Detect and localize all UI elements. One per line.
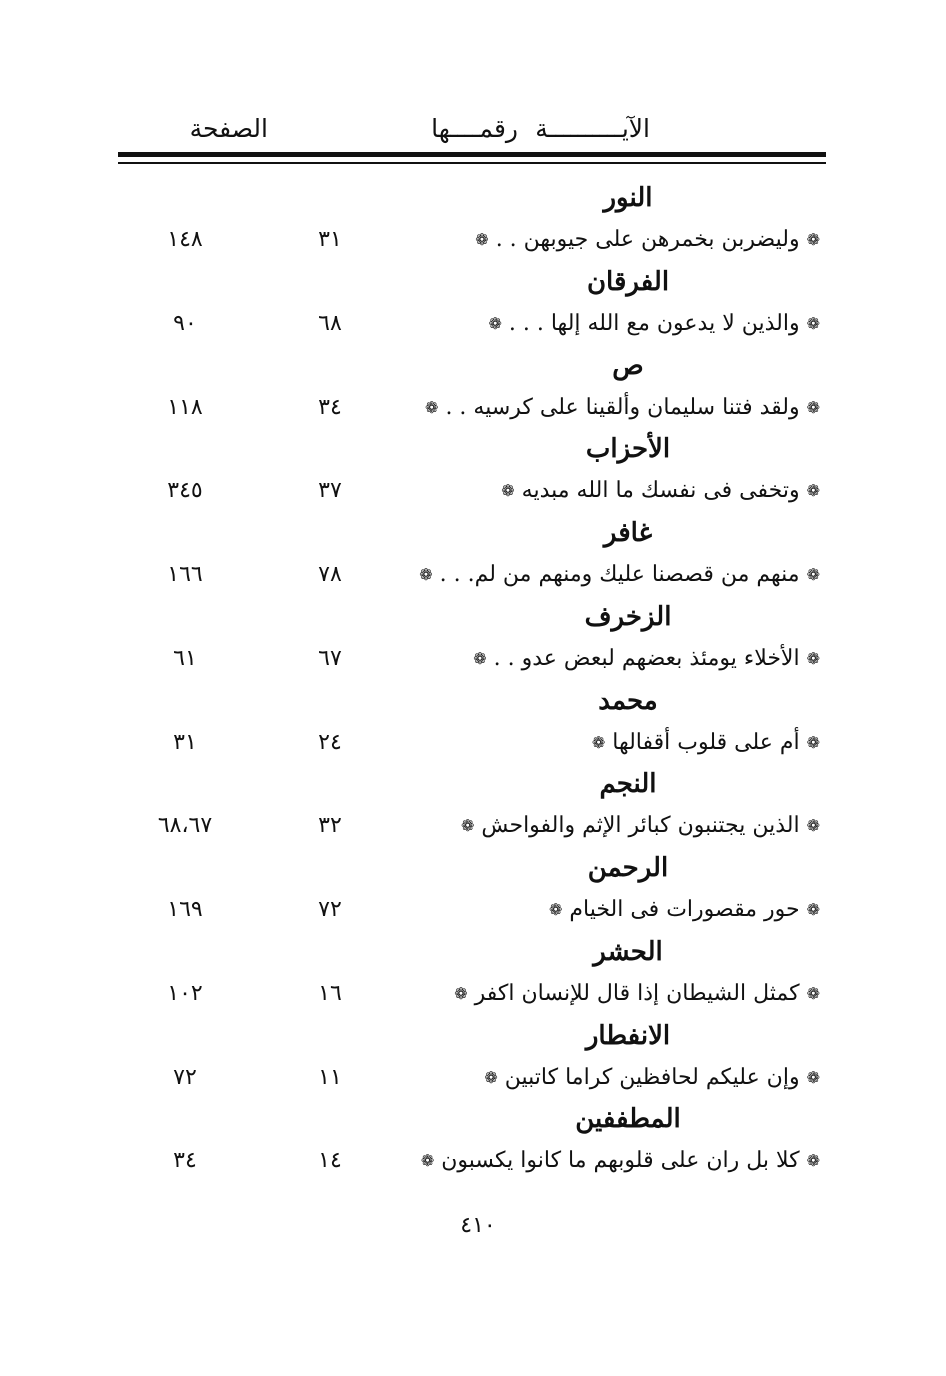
aya-number: ١٤ <box>318 1148 342 1174</box>
surah-title: الأحزاب <box>585 434 671 465</box>
surah-section <box>0 180 946 264</box>
header-page: الصفحة <box>189 114 268 143</box>
aya-number: ٣٧ <box>318 478 342 504</box>
aya-quote: منهم من قصصنا عليك ومنهم من لم. . . <box>439 562 800 587</box>
aya-quote: الذين يجتنبون كبائر الإثم والفواحش <box>481 813 800 839</box>
ornate-bracket-open-icon: ❁ <box>806 565 820 584</box>
ornate-bracket-close-icon: ❁ <box>488 313 502 333</box>
aya-row <box>0 890 946 930</box>
aya-quote: كلا بل ران على قلوبهم ما كانوا يكسبون <box>441 1148 800 1174</box>
aya-page: ٧٢ <box>173 1064 197 1090</box>
aya-text <box>488 304 820 344</box>
aya-text <box>419 555 820 595</box>
ornate-bracket-close-icon: ❁ <box>591 732 606 752</box>
ornate-bracket-open-icon: ❁ <box>806 1067 820 1087</box>
aya-quote: كمثل الشيطان إذا قال للإنسان اكفر <box>474 980 800 1006</box>
surah-title: الفرقان <box>586 266 670 297</box>
aya-text <box>475 220 820 260</box>
aya-row <box>0 723 946 763</box>
ornate-bracket-open-icon: ❁ <box>806 648 820 668</box>
aya-number: ٢٤ <box>318 729 342 755</box>
ornate-bracket-close-icon: ❁ <box>548 900 563 919</box>
aya-page: ١٦٩ <box>167 897 203 922</box>
surah-section <box>0 766 946 850</box>
ornate-bracket-open-icon: ❁ <box>806 230 820 249</box>
page-number: ٤١٠ <box>460 1213 496 1238</box>
header-aya: الآيــــــــــة <box>535 114 650 143</box>
header-rule-thick <box>118 152 826 157</box>
aya-page: ٣١ <box>173 729 197 755</box>
ornate-bracket-open-icon: ❁ <box>806 397 820 417</box>
aya-quote: الأخلاء يومئذ بعضهم لبعض عدو . . <box>493 645 800 671</box>
table-header <box>118 112 828 146</box>
aya-row <box>0 1058 946 1098</box>
aya-row <box>0 639 946 679</box>
surah-section <box>0 934 946 1018</box>
aya-row <box>0 555 946 595</box>
surah-title: الحشر <box>593 936 663 967</box>
ornate-bracket-open-icon: ❁ <box>806 1151 820 1171</box>
surah-title: الرحمن <box>587 853 669 883</box>
surah-title: الانفطار <box>585 1020 671 1051</box>
surah-section <box>0 850 946 934</box>
header-rule-thin <box>118 162 826 164</box>
aya-quote: ولقد فتنا سليمان وألقينا على كرسيه . . <box>445 394 800 420</box>
aya-quote: أم على قلوب أقفالها <box>612 729 800 755</box>
ornate-bracket-close-icon: ❁ <box>484 1067 498 1087</box>
surah-title: المطففين <box>575 1104 681 1135</box>
aya-page: ١٦٦ <box>167 562 203 587</box>
aya-text <box>425 388 820 428</box>
aya-number: ٧٨ <box>318 562 342 587</box>
aya-number: ٦٨ <box>318 310 342 336</box>
aya-page: ٦١ <box>173 645 197 671</box>
aya-text <box>549 890 820 930</box>
ornate-bracket-open-icon: ❁ <box>806 816 820 836</box>
aya-text <box>421 1141 820 1181</box>
aya-row <box>0 806 946 846</box>
ornate-bracket-open-icon: ❁ <box>806 983 820 1003</box>
ornate-bracket-close-icon: ❁ <box>419 565 433 584</box>
aya-page: ٣٤٥ <box>167 478 203 504</box>
ornate-bracket-open-icon: ❁ <box>806 732 820 752</box>
surah-section <box>0 515 946 599</box>
ornate-bracket-close-icon: ❁ <box>425 397 439 417</box>
aya-quote: وتخفى فى نفسك ما الله مبديه <box>521 478 800 504</box>
aya-row <box>0 220 946 260</box>
aya-row <box>0 471 946 511</box>
ornate-bracket-close-icon: ❁ <box>501 481 515 501</box>
aya-row <box>0 1141 946 1181</box>
aya-text <box>592 723 820 763</box>
surah-section <box>0 1101 946 1185</box>
ornate-bracket-open-icon: ❁ <box>806 313 820 333</box>
aya-row <box>0 388 946 428</box>
aya-text <box>461 806 820 846</box>
aya-number: ٣٤ <box>318 394 342 420</box>
aya-quote: وإن عليكم لحافظين كراما كاتبين <box>504 1064 800 1090</box>
aya-quote: حور مقصورات فى الخيام <box>569 897 800 922</box>
aya-quote: والذين لا يدعون مع الله إلها . . . <box>508 310 800 336</box>
ornate-bracket-close-icon: ❁ <box>454 983 468 1003</box>
aya-quote: وليضربن بخمرهن على جيوبهن . . <box>495 227 800 252</box>
aya-page: ٦٨،٦٧ <box>157 813 213 839</box>
surah-title: النور <box>603 183 653 213</box>
aya-page: ١٤٨ <box>167 227 203 252</box>
ornate-bracket-open-icon: ❁ <box>806 481 820 501</box>
ornate-bracket-close-icon: ❁ <box>475 230 489 249</box>
aya-row <box>0 304 946 344</box>
header-number: رقمــــها <box>431 114 518 143</box>
surah-section <box>0 348 946 432</box>
surah-title: الزخرف <box>584 601 672 632</box>
surah-section <box>0 1018 946 1102</box>
aya-page: ٩٠ <box>173 310 197 336</box>
aya-number: ٧٢ <box>318 897 342 922</box>
ornate-bracket-close-icon: ❁ <box>461 816 475 836</box>
surah-title: محمد <box>598 685 658 716</box>
surah-title: غافر <box>603 518 653 548</box>
aya-page: ١٠٢ <box>167 980 203 1006</box>
aya-text <box>484 1058 820 1098</box>
surah-title: النجم <box>599 769 657 800</box>
aya-text <box>501 471 820 511</box>
aya-row <box>0 974 946 1014</box>
ornate-bracket-close-icon: ❁ <box>473 648 487 668</box>
surah-section <box>0 599 946 683</box>
ornate-bracket-open-icon: ❁ <box>806 900 820 919</box>
aya-number: ١٦ <box>318 980 342 1006</box>
aya-page: ١١٨ <box>167 394 203 420</box>
surah-section <box>0 264 946 348</box>
surah-section <box>0 683 946 767</box>
surah-section <box>0 431 946 515</box>
aya-number: ٦٧ <box>318 645 342 671</box>
aya-number: ١١ <box>318 1064 342 1090</box>
aya-number: ٣٢ <box>318 813 342 839</box>
ornate-bracket-close-icon: ❁ <box>420 1151 435 1171</box>
surah-title: ص <box>612 350 644 381</box>
aya-page: ٣٤ <box>173 1148 197 1174</box>
aya-number: ٣١ <box>318 227 342 252</box>
aya-text <box>473 639 820 679</box>
aya-text <box>454 974 820 1014</box>
